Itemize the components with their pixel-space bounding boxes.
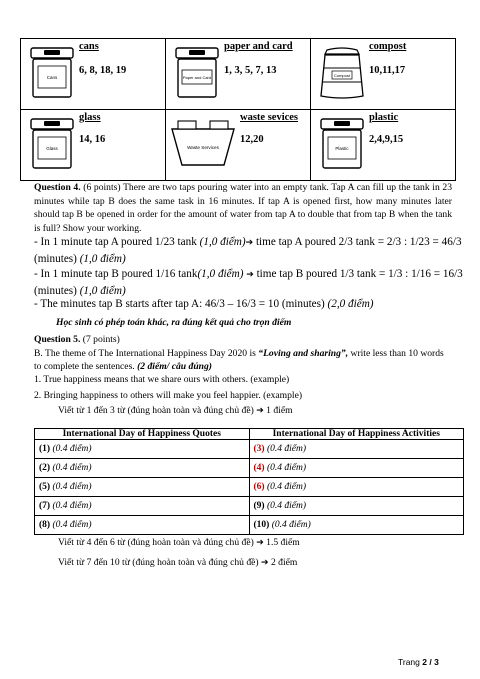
- table-row: [35, 459, 464, 478]
- recycling-bins-table: [20, 38, 456, 181]
- bin-numbers: 1, 3, 5, 7, 13: [224, 65, 277, 76]
- question-body: There are two taps pouring water into an empty tank. Tap A can fill up the tank in 23 minutes while tap B does the same task in 16 minutes. If tap A is opened first, how many minutes later should tap B be opened in order for the amount of water from tap A to double that from tap B when the tank is full? Show your working.: [34, 182, 452, 234]
- wheelie-bin-icon: [27, 115, 77, 173]
- example-1: 1. True happiness means that we share ours with others. (example): [34, 374, 290, 385]
- bin-name: waste sevices: [240, 112, 299, 123]
- answer-line-3: - The minutes tap B starts after tap A: 46/3 – 16/3 = 10 (minutes) (2,0 điểm): [34, 298, 374, 310]
- arrow-icon: ➔: [261, 558, 269, 568]
- score: (1,0 điểm): [79, 285, 126, 297]
- table-cell: (7) (0.4 điểm): [35, 497, 250, 516]
- table-cell: (3) (0.4 điểm): [249, 440, 464, 459]
- bin-cell-compost: [311, 39, 456, 110]
- bin-cell-paper: [166, 39, 311, 110]
- table-row: [35, 516, 464, 535]
- svg-text:Glass: Glass: [46, 146, 58, 151]
- arrow-icon: ➔: [245, 238, 254, 248]
- grading-note: Học sinh có phép toán khác, ra đúng kết quả cho trọn điểm: [56, 317, 292, 328]
- question-label: Question 4.: [34, 182, 81, 193]
- wheelie-bin-icon: [172, 44, 222, 102]
- skip-bin-icon: [168, 115, 238, 173]
- wheelie-bin-icon: [27, 44, 77, 102]
- svg-text:Cans: Cans: [46, 75, 58, 80]
- table-row: [35, 497, 464, 516]
- score: (1,0 điểm): [197, 268, 244, 280]
- column-header: International Day of Happiness Activities: [249, 429, 464, 440]
- bin-cell-cans: [21, 39, 166, 110]
- happiness-table: [34, 428, 464, 535]
- answer-line-1: - In 1 minute tap A poured 1/23 tank (1,0 điểm)➔ time tap A poured 2/3 tank = 2/3 : 1/23 = 46/3 (minutes) (1,0 điểm): [34, 236, 462, 265]
- question-points: (7 points): [82, 334, 120, 345]
- svg-text:Compost: Compost: [333, 73, 351, 78]
- column-header: International Day of Happiness Quotes: [35, 429, 250, 440]
- bin-name: cans: [79, 41, 99, 52]
- bin-name: plastic: [369, 112, 399, 123]
- bin-cell-waste: [166, 110, 311, 181]
- bin-numbers: 14, 16: [79, 134, 106, 145]
- table-cell: (10) (0.4 điểm): [249, 516, 464, 535]
- table-cell: (9) (0.4 điểm): [249, 497, 464, 516]
- table-row: [35, 440, 464, 459]
- svg-text:Plastic: Plastic: [335, 146, 349, 151]
- table-cell: (2) (0.4 điểm): [35, 459, 250, 478]
- bin-numbers: 6, 8, 18, 19: [79, 65, 127, 76]
- bin-name: compost: [369, 41, 407, 52]
- bin-numbers: 2,4,9,15: [369, 134, 404, 145]
- bin-numbers: 12,20: [240, 134, 264, 145]
- table-cell: (8) (0.4 điểm): [35, 516, 250, 535]
- rule-2: Viết từ 4 đến 6 từ (đúng hoàn toàn và đúng chủ đề) ➔ 1.5 điểm: [58, 537, 300, 548]
- bin-cell-glass: [21, 110, 166, 181]
- compost-bin-icon: [317, 44, 367, 102]
- question-points: (6 points): [83, 182, 121, 193]
- table-cell: (4) (0.4 điểm): [249, 459, 464, 478]
- table-cell: (6) (0.4 điểm): [249, 478, 464, 497]
- example-2: 2. Bringing happiness to others will make you feel happier. (example): [34, 390, 303, 401]
- score: (2,0 điểm): [327, 298, 374, 310]
- table-cell: (5) (0.4 điểm): [35, 478, 250, 497]
- bin-name: glass: [79, 112, 101, 123]
- arrow-icon: ➔: [256, 538, 264, 548]
- question-label: Question 5.: [34, 334, 81, 345]
- question-4: [34, 181, 452, 235]
- score: (1,0 điểm): [199, 236, 246, 248]
- bin-name: paper and card: [224, 41, 293, 52]
- arrow-icon: ➔: [256, 406, 264, 416]
- bin-cell-plastic: [311, 110, 456, 181]
- question-5: Question 5. (7 points) B. The theme of The International Happiness Day 2020 is “Loving and sharing”, write less than 10 words to complete the sentences. (2 điểm/ câu đúng): [34, 334, 444, 372]
- rule-1: Viết từ 1 đến 3 từ (đúng hoàn toàn và đúng chủ đề) ➔ 1 điểm: [58, 405, 293, 416]
- page-number: Trang 2 / 3: [398, 657, 439, 667]
- table-cell: (1) (0.4 điểm): [35, 440, 250, 459]
- table-row: [35, 478, 464, 497]
- score: (1,0 điểm): [79, 253, 126, 265]
- rule-3: Viết từ 7 đến 10 từ (đúng hoàn toàn và đúng chủ đề) ➔ 2 điểm: [58, 557, 298, 568]
- score: (2 điểm/ câu đúng): [137, 361, 212, 372]
- wheelie-bin-icon: [317, 115, 367, 173]
- bin-numbers: 10,11,17: [369, 65, 406, 76]
- arrow-icon: ➔: [246, 270, 254, 280]
- svg-text:Paper and Card: Paper and Card: [182, 75, 212, 80]
- answer-line-2: - In 1 minute tap B poured 1/16 tank(1,0 điểm) ➔ time tap B poured 1/3 tank = 1/3 : 1/16 = 16/3 (minutes) (1,0 điểm): [34, 268, 463, 297]
- svg-text:Waste Services: Waste Services: [187, 145, 219, 150]
